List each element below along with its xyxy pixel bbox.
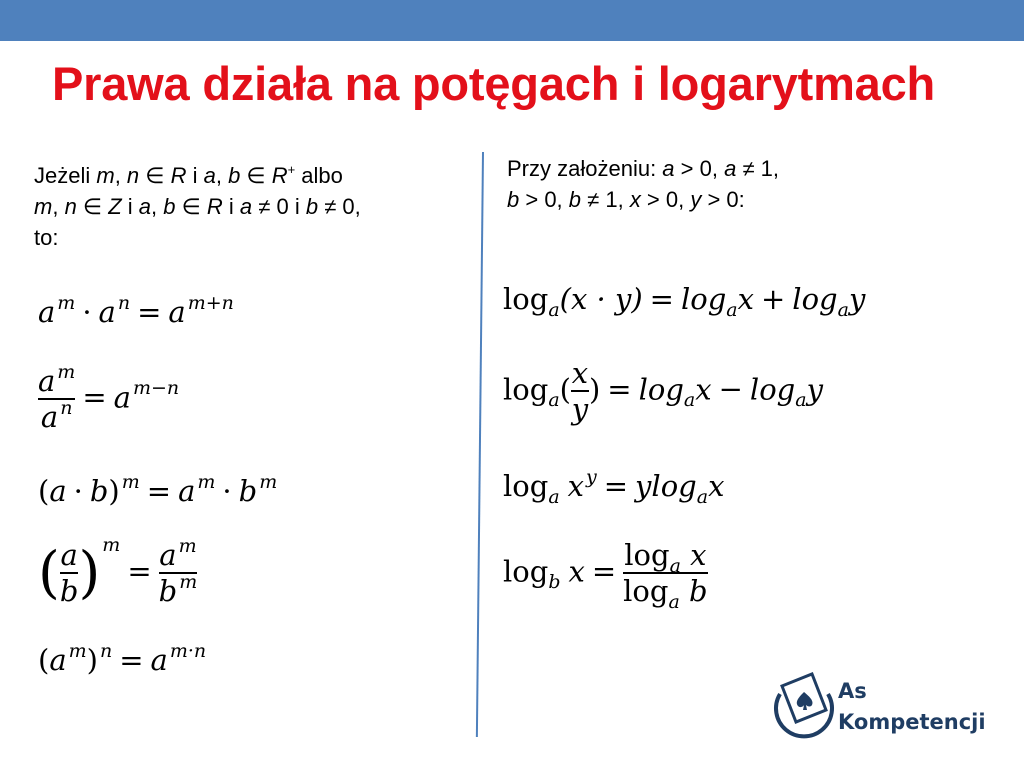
slide-title: Prawa działa na potęgach i logarytmach [52,57,936,110]
power-law-product [38,292,234,329]
log-conditions-line-1 [507,153,779,184]
exponent: m [102,534,121,557]
log-conditions [507,153,779,215]
log-argument: y [848,282,866,316]
text: ∈ [139,163,171,188]
log-base: a [548,299,560,321]
paren: ( [38,540,60,606]
var: a [724,156,737,181]
text: i [121,194,139,219]
var: b [163,194,176,219]
paren: ) [78,540,101,606]
log-law-power [503,466,725,508]
text: ∈ [175,194,207,219]
power-conditions [34,160,361,253]
text: > 0, [519,187,569,212]
base: a [40,400,59,435]
base: a [178,474,196,508]
exponent: n [117,292,131,314]
fraction [38,361,76,435]
exponent: m−n [132,377,180,400]
log-operator: log [749,372,796,407]
exponent: m [197,471,216,493]
log-argument: x [708,469,725,503]
operator: · [222,474,232,508]
equals-sign: = [82,380,107,415]
exponent: m [121,471,140,493]
var: n [64,194,77,219]
numerator [624,538,707,577]
operator: · [82,295,92,329]
var: a [203,163,216,188]
log-law-quotient [503,358,823,425]
var: m [96,163,115,188]
var: a [662,156,675,181]
log-operator: log [503,469,549,503]
log-operator: log [503,282,549,316]
var: m [34,194,53,219]
logo-line-1: As [838,679,867,703]
paren: ( [38,643,50,677]
equals-sign: = [127,554,152,589]
fraction [623,538,708,614]
var: b [228,163,241,188]
fraction [571,358,589,425]
text: , [52,194,65,219]
exponent: m [179,571,198,594]
denominator: b [59,574,79,609]
paren: ) [108,474,120,508]
var: R [271,163,288,188]
power-conditions-line-2 [34,191,361,222]
var: y [690,187,702,212]
text: ≠ 1, [581,187,630,212]
base: a [150,643,168,677]
var: Z [108,194,122,219]
base: a [49,643,67,677]
log-argument: x [695,372,712,407]
log-conditions-line-2 [507,184,779,215]
log-base: a [683,389,696,412]
var: R [206,194,223,219]
text: ≠ 0, [318,194,361,219]
log-argument: (x · y) [559,282,643,316]
numerator [159,535,197,572]
log-operator: ylog [635,469,697,503]
log-base: a [548,486,560,508]
exponent: m [259,471,278,493]
text: , [215,163,229,188]
equals-sign: = [603,469,629,503]
log-law-change-of-base [503,538,708,614]
equals-sign: = [591,554,617,589]
exponent: y [586,466,597,488]
exponent: n [99,640,113,662]
var: a [138,194,152,219]
column-divider [476,152,484,737]
text: ∈ [76,194,109,219]
log-operator: log [503,372,549,407]
log-operator: log [624,538,670,572]
exponent: m [57,292,76,314]
logo-line-2: Kompetencji [838,710,986,734]
base: a [38,364,56,398]
operator: · [73,474,83,508]
var: b [305,194,319,219]
text: Jeżeli [34,163,97,188]
numerator [38,361,76,398]
base: a [159,538,177,572]
log-base: a [548,389,560,412]
var: R [170,163,187,188]
log-base: a [696,486,709,508]
paren: ( [38,474,50,508]
power-law-product-power [38,471,278,508]
var: b [568,187,582,212]
base: b [158,574,178,609]
equals-sign: = [137,295,162,329]
base: b [89,474,109,508]
var: a [239,194,253,219]
log-argument: x [567,469,584,503]
exponent: m·n [169,640,207,662]
equals-sign: = [649,282,674,316]
power-conditions-line-3: to: [34,225,59,250]
exponent: m [68,640,87,662]
text: , [151,194,164,219]
power-conditions-line-1 [34,160,361,191]
exponent: m [57,361,76,383]
superscript: + [287,162,296,177]
log-base: a [668,591,680,614]
exponent: m+n [187,292,234,314]
text: albo [295,163,343,188]
var: x [629,187,641,212]
operator: + [760,282,786,316]
text: > 0, [674,156,725,181]
text: > 0: [701,187,745,212]
equals-sign: = [119,643,144,677]
log-argument: y [806,372,823,407]
paren: ) [588,372,601,407]
denominator [623,574,708,614]
base: a [38,295,56,329]
log-base: a [669,555,681,577]
base: a [113,380,131,415]
text: , [114,163,127,188]
denominator: y [571,392,589,427]
numerator: x [571,356,589,390]
power-law-power-of-power [38,640,207,677]
text: ∈ [240,163,272,188]
log-argument: x [737,282,754,316]
log-law-product [503,282,866,321]
text: i [222,194,240,219]
text: Przy założeniu: [507,156,663,181]
equals-sign: = [607,372,632,407]
base: b [238,474,258,508]
exponent: n [60,397,73,420]
paren: ( [559,372,571,407]
text: i [186,163,204,188]
log-base: b [548,571,561,594]
fraction [60,540,79,607]
base: a [98,295,116,329]
log-operator: log [623,574,669,609]
base: a [168,295,186,329]
base: a [49,474,67,508]
text: ≠ 0 i [252,194,306,219]
logo-text [838,676,986,738]
var: n [126,163,140,188]
var: b [507,187,520,212]
text: ≠ 1, [736,156,779,181]
equals-sign: = [146,474,172,508]
log-operator: log [792,282,838,316]
log-base: a [726,299,738,321]
exponent: m [178,535,197,557]
fraction [158,535,198,609]
operator: − [718,372,743,407]
denominator [158,571,198,609]
power-law-quotient-power [38,534,198,609]
denominator [40,397,73,435]
log-base: a [837,299,849,321]
top-bar [0,0,1024,41]
text: > 0, [640,187,691,212]
log-operator: log [638,372,684,407]
log-operator: log [503,554,549,589]
log-argument: b [689,574,708,609]
paren: ) [86,643,98,677]
numerator: a [60,538,78,572]
log-argument: x [568,554,585,589]
log-base: a [795,389,807,412]
power-law-quotient [38,361,180,435]
log-argument: x [690,538,707,572]
log-operator: log [680,282,727,316]
